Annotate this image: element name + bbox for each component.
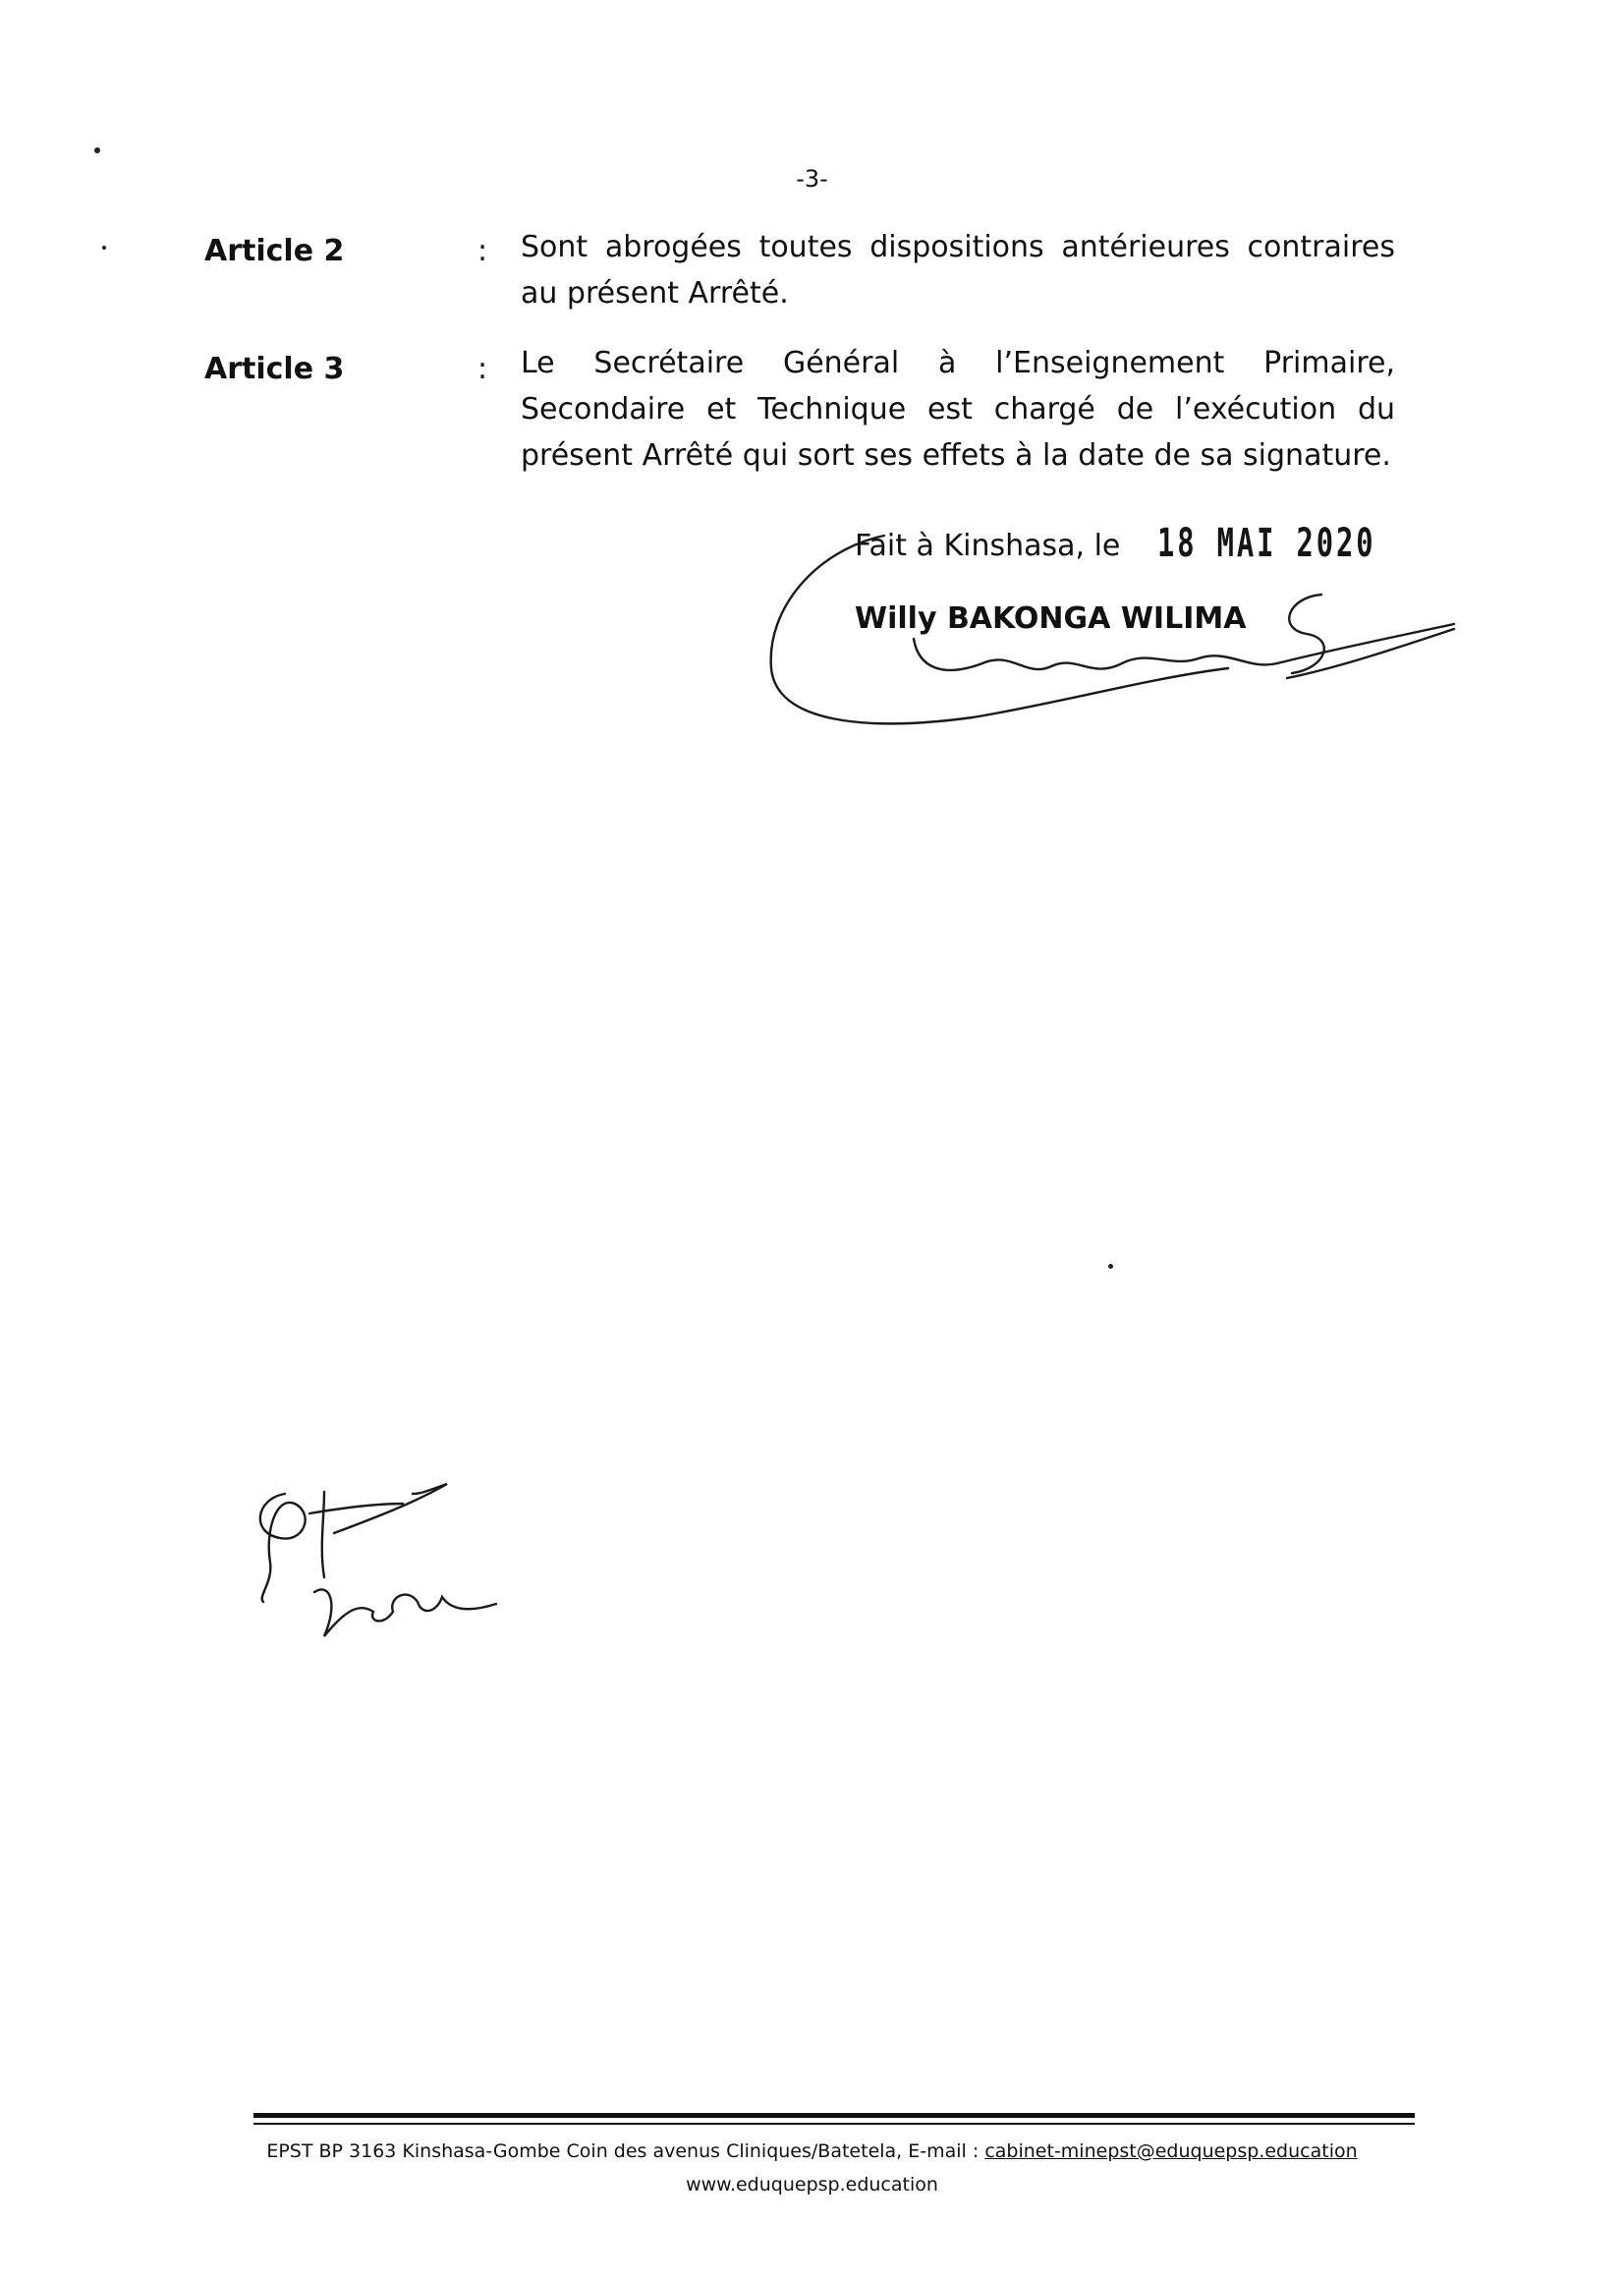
footer-address-text: EPST BP 3163 Kinshasa-Gombe Coin des avenus Cliniques/Batetela, E-mail :	[266, 2140, 980, 2162]
scan-speck	[1108, 1264, 1113, 1269]
scan-speck	[94, 147, 100, 153]
minister-signature	[771, 536, 1454, 723]
footer-website[interactable]: www.eduquepsp.education	[686, 2174, 938, 2195]
place-line: Fait à Kinshasa, le	[855, 529, 1121, 563]
article-2-text: Sont abrogées toutes dispositions antérieures contraires au présent Arrêté.	[521, 230, 1395, 311]
signatory-name: Willy BAKONGA WILIMA	[855, 601, 1247, 636]
scan-speck	[102, 246, 106, 250]
article-3-text: Le Secrétaire Général à l’Enseignement Primaire, Secondaire et Technique est chargé de l’exécution du présent Arrêté qui sort ses effets à la date de sa signature.	[521, 346, 1395, 473]
article-3-colon: :	[477, 352, 488, 386]
footer-rule	[253, 2113, 1415, 2118]
initials-signature	[260, 1484, 496, 1636]
article-2-label: Article 2	[204, 234, 345, 268]
article-3-label: Article 3	[204, 352, 345, 386]
date-stamp: 18 MAI 2020	[1157, 521, 1376, 566]
article-2-colon: :	[477, 234, 488, 268]
page-number: -3-	[796, 165, 828, 193]
footer-email-link[interactable]: cabinet-minepst@eduquepsp.education	[984, 2140, 1358, 2162]
footer-rule-thin	[253, 2123, 1415, 2125]
footer-address	[0, 2140, 1624, 2162]
